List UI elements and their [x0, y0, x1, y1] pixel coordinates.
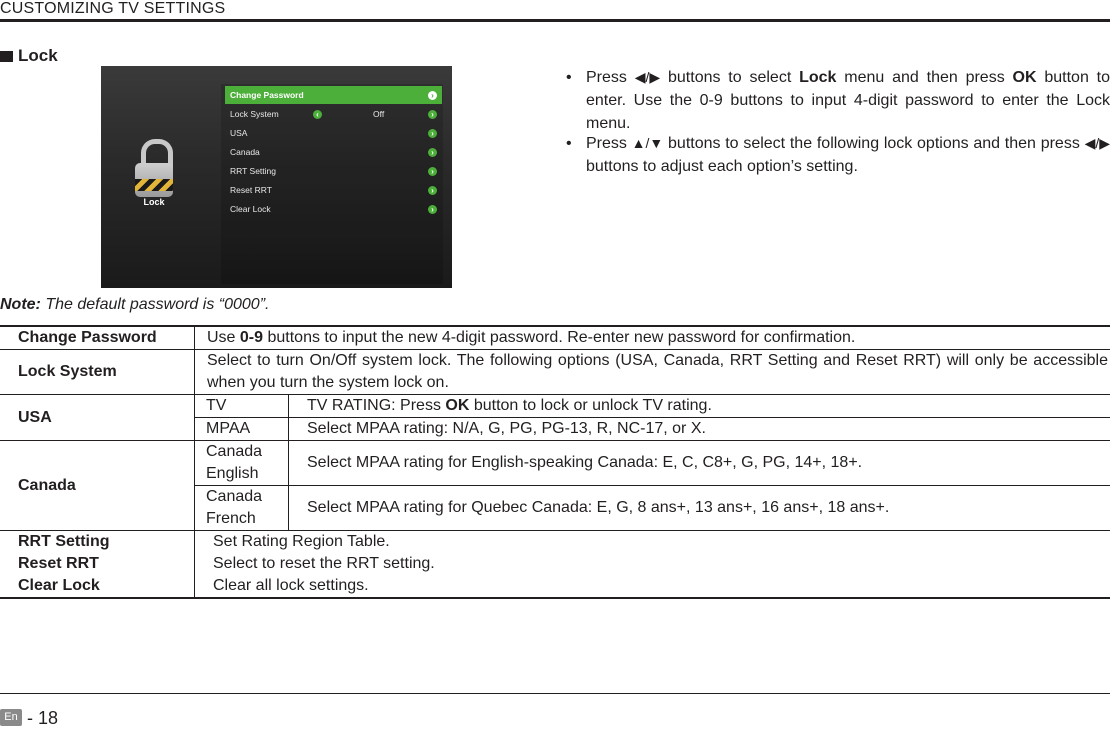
- desc-bold: OK: [445, 397, 470, 414]
- bullet-dot: •: [566, 69, 572, 86]
- instruction-part: buttons to adjust each option’s setting.: [586, 158, 858, 175]
- instruction-bullet-2: [566, 132, 1110, 178]
- desc-part: TV RATING: Press: [307, 397, 441, 414]
- desc-part: buttons to input the new 4-digit password. Re-enter new password for confirmation.: [267, 329, 856, 346]
- table-row: [0, 441, 1110, 486]
- menu-item-change-password: [225, 86, 442, 104]
- row-desc: Select MPAA rating for Quebec Canada: E, G, 8 ans+, 13 ans+, 16 ans+, 18 ans+.: [289, 486, 1110, 531]
- row-desc: [195, 326, 1110, 350]
- menu-item-label: Canada: [230, 147, 260, 157]
- menu-item-clear-lock: [225, 200, 442, 218]
- row-key: RRT Setting: [0, 531, 195, 554]
- lock-menu-screenshot: [101, 66, 452, 288]
- page-number: - 18: [27, 708, 59, 728]
- instruction-bullet-1: [566, 66, 1110, 135]
- instruction-part: buttons to select the following lock options and then press: [668, 135, 1080, 152]
- menu-item-label: Clear Lock: [230, 204, 271, 214]
- desc-part: Use: [207, 329, 236, 346]
- section-square-icon: [0, 51, 13, 62]
- row-key: Reset RRT: [0, 553, 195, 575]
- row-key: USA: [0, 395, 195, 441]
- lock-icon-label: Lock: [143, 197, 165, 207]
- language-badge: En: [0, 709, 22, 726]
- chevron-right-icon: ›: [428, 186, 437, 195]
- row-desc: Select MPAA rating: N/A, G, PG, PG-13, R, NC-17, or X.: [289, 418, 1110, 441]
- menu-item-label: Change Password: [230, 90, 304, 100]
- instruction-press: Press: [586, 69, 627, 86]
- chevron-right-icon: ›: [428, 91, 437, 100]
- header-rule: [0, 19, 1110, 22]
- desc-part: button to lock or unlock TV rating.: [473, 397, 712, 414]
- menu-item-label: Lock System: [230, 109, 279, 119]
- menu-item-rrt-setting: [225, 162, 442, 180]
- footer-rule: [0, 693, 1110, 694]
- page-header: CUSTOMIZING TV SETTINGS: [0, 0, 226, 17]
- menu-item-canada: [225, 143, 442, 161]
- chevron-right-icon: ›: [428, 129, 437, 138]
- row-subkey: Canada English: [195, 441, 289, 486]
- table-row: [0, 553, 1110, 575]
- chevron-right-icon: ›: [428, 148, 437, 157]
- row-desc: Clear all lock settings.: [195, 575, 1110, 598]
- instruction-text: [586, 132, 1110, 178]
- row-desc: [289, 395, 1110, 418]
- row-key: Canada: [0, 441, 195, 531]
- table-row: [0, 395, 1110, 418]
- instruction-part: button to enter. Use the 0-9 buttons to input 4-digit password to enter the Lock menu.: [586, 69, 1110, 132]
- menu-item-reset-rrt: [225, 181, 442, 199]
- row-key: Change Password: [0, 326, 195, 350]
- table-row: [0, 326, 1110, 350]
- note: [0, 295, 269, 315]
- row-key: Lock System: [0, 350, 195, 395]
- instruction-press: Press: [586, 135, 627, 152]
- menu-item-label: Reset RRT: [230, 185, 272, 195]
- note-text: The default password is “0000”.: [45, 296, 270, 313]
- chevron-right-icon: ›: [428, 110, 437, 119]
- menu-item-label: RRT Setting: [230, 166, 276, 176]
- instruction-keyword: Lock: [799, 69, 837, 86]
- row-desc: Select to turn On/Off system lock. The following options (USA, Canada, RRT Setting and Reset RRT) will only be accessible when you turn the system lock on.: [195, 350, 1110, 395]
- bullet-dot: •: [566, 135, 572, 152]
- chevron-left-icon: ‹: [313, 110, 322, 119]
- row-desc: Set Rating Region Table.: [195, 531, 1110, 554]
- row-subkey: TV: [195, 395, 289, 418]
- table-row: [0, 575, 1110, 598]
- note-label: Note:: [0, 296, 41, 313]
- lock-options-table: [0, 325, 1110, 599]
- section-heading: [0, 46, 58, 66]
- table-row: [0, 350, 1110, 395]
- row-desc: Select MPAA rating for English-speaking Canada: E, C, C8+, G, PG, 14+, 18+.: [289, 441, 1110, 486]
- padlock-stripes: [135, 179, 173, 191]
- row-key: Clear Lock: [0, 575, 195, 598]
- left-right-arrows-icon: ◀/▶: [634, 69, 661, 85]
- section-title: Lock: [18, 46, 58, 65]
- table-row: [0, 531, 1110, 554]
- instruction-keyword: OK: [1012, 69, 1037, 86]
- instruction-part: menu and then press: [844, 69, 1005, 86]
- row-desc: Select to reset the RRT setting.: [213, 555, 435, 572]
- row-subkey: MPAA: [195, 418, 289, 441]
- menu-item-value: Off: [373, 109, 385, 119]
- row-subkey: Canada French: [195, 486, 289, 531]
- menu-item-usa: [225, 124, 442, 142]
- instruction-text: [586, 66, 1110, 135]
- up-down-arrows-icon: ▲/▼: [631, 135, 664, 151]
- instruction-part: buttons to select: [668, 69, 792, 86]
- desc-bold: 0-9: [239, 329, 264, 346]
- menu-item-label: USA: [230, 128, 248, 138]
- left-right-arrows-icon: ◀/▶: [1084, 135, 1110, 151]
- chevron-right-icon: ›: [428, 205, 437, 214]
- chevron-right-icon: ›: [428, 167, 437, 176]
- menu-item-lock-system: [225, 105, 442, 123]
